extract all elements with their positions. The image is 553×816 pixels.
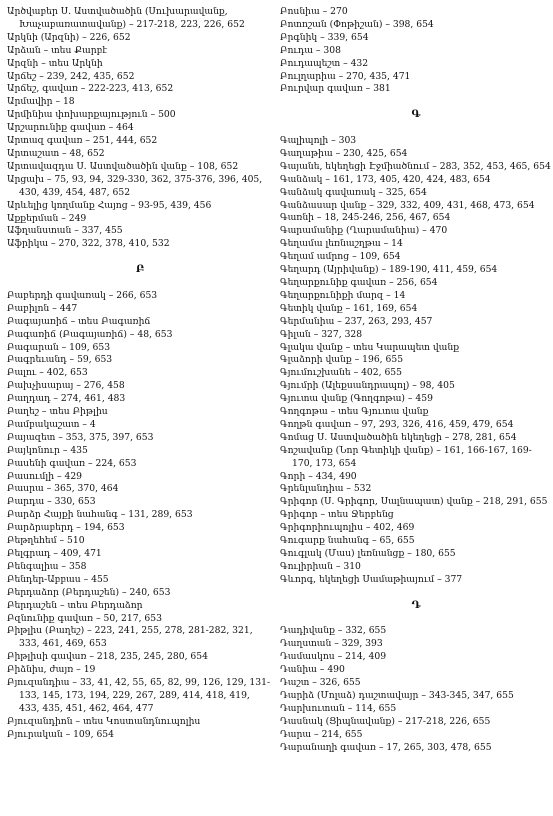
index-entry: Բարդա – 330, 653 (7, 496, 96, 508)
index-entry: Գետիկ վանք – 161, 169, 654 (280, 302, 418, 314)
index-entry: Արտազ գավառ – 251, 444, 652 (7, 135, 158, 147)
index-entry: Բասենի գավառ – 224, 653 (7, 457, 137, 469)
index-entry: Դաշտ – 326, 655 (280, 677, 361, 689)
index-entry: Բենդեր-Աբբաս – 455 (7, 573, 109, 585)
index-entry: Գաղաթիա – 230, 425, 654 (280, 147, 408, 159)
index-entry: Արտաշատ – 48, 652 (7, 147, 105, 159)
index-entry: Բագարան – 109, 653 (7, 341, 111, 353)
index-entry: Գրենլանդիա – 532 (280, 483, 372, 495)
index-entry: Գոմաց Ս. Աստվածածին եկեղեցի – 278, 281, 654 (280, 431, 517, 443)
index-entry: Արմավիր – 18 (7, 96, 75, 108)
index-entry: Գեղամ ամրոց – 109, 654 (280, 251, 401, 263)
index-entry: Դադիվանք – 332, 655 (280, 625, 387, 637)
index-entry: Գուգլակ (Մաս) լեռնանցք – 180, 655 (280, 548, 456, 560)
index-entry: Գայանե, եկեղեցի Էջմիածնում – 283, 352, 453, 465, 654 (280, 160, 551, 172)
index-entry: Գորի – 434, 490 (280, 470, 357, 482)
index-entry: Գլաձորի վանք – 196, 655 (280, 354, 404, 366)
index-entry: Բագրեւանդ – 59, 653 (7, 354, 113, 366)
index-entry: Բուրվար գավառ – 381 (280, 83, 391, 95)
index-entry: Գանձակ գավառակ – 325, 654 (280, 186, 427, 198)
index-entry: Գանձասար վանք – 329, 332, 409, 431, 468, 473, 654 (280, 199, 535, 211)
index-entry: Դաղստան – 329, 393 (280, 638, 383, 650)
index-entry: Դարանաղի գավառ – 17, 265, 303, 478, 655 (280, 741, 492, 753)
index-entry: Գյումուշխանե – 402, 655 (280, 367, 402, 379)
index-entry: Գոշավանք (Նոր Գետիկի վանք) – 161, 166-167, 169-170, 173, 654 (280, 444, 532, 469)
index-entry: Բախչիսարայ – 276, 458 (7, 380, 125, 392)
index-entry: Բաղեշ – տես Բիթլիս (7, 406, 108, 418)
index-entry: Բիթլիս (Բաղեշ) – 223, 241, 255, 278, 281-282, 321, 333, 461, 469, 653 (7, 625, 253, 650)
index-entry: Գեղարքունիք գավառ – 256, 654 (280, 276, 438, 288)
index-entry: Բաղդադ – 274, 461, 483 (7, 393, 126, 405)
index-entry: Բագայառիճ – տես Բագառիճ (7, 315, 151, 327)
index-entry: Դամասկոս – 214, 409 (280, 651, 387, 663)
index-entry: Գյումրի (Ալեքսանդրապոլ) – 98, 405 (280, 380, 455, 392)
index-entry: Բիձնիս, ժայռ – 19 (7, 664, 96, 676)
index-entry: Բյուրական – 109, 654 (7, 728, 115, 740)
index-entry: Գրիգոր (Ս. Գրիգոր, Սալնապատ) վանք – 218, 291, 655 (280, 496, 548, 508)
index-entry: Բագառիճ (Բագայառիճ) – 48, 653 (7, 328, 173, 340)
index-entry: Բոտոշան (Փոթիշան) – 398, 654 (280, 18, 434, 30)
index-entry: Բերդաձոր (Բերդաշեն) – 240, 653 (7, 586, 171, 598)
index-entry: Գևորգ, եկեղեցի Սամաթիայում – 377 (280, 573, 463, 585)
index-entry: Դարխուտան – 114, 655 (280, 702, 397, 714)
section-letter-heading: Դ (411, 599, 421, 611)
index-entry: Գողգոթա – տես Գյուտա վանք (280, 406, 429, 418)
index-entry: Արցախ – 75, 93, 94, 329-330, 362, 375-376, 396, 405, 430, 439, 454, 487, 652 (7, 173, 263, 198)
index-entry: Բայազետ – 353, 375, 397, 653 (7, 431, 154, 443)
index-entry: Աֆրիկա – 270, 322, 378, 410, 532 (7, 238, 170, 250)
index-entry: Աքքերման – 249 (7, 212, 87, 224)
index-entry: Գուլիրիան – 310 (280, 560, 361, 572)
index-entry: Գուգարք նահանգ – 65, 655 (280, 535, 415, 547)
index-entry: Բասումլի – 429 (7, 470, 83, 482)
index-entry: Արմինիա փոխարքայություն – 500 (7, 109, 176, 121)
index-entry: Բրգնիկ – 339, 654 (280, 31, 369, 43)
index-entry: Բոսնիա – 270 (280, 6, 348, 17)
index-entry: Բամբակաշատ – 4 (7, 418, 96, 430)
index-entry: Բերդաշեն – տես Բերդաձոր (7, 599, 143, 611)
index-entry: Գեղամա լեռնաշղթա – 14 (280, 238, 403, 250)
index-entry: Բյուզանդիոն – տես Կոստանդնուպոլիս (7, 715, 201, 727)
index-entry: Գանձակ – 161, 173, 405, 420, 424, 483, 654 (280, 173, 491, 185)
index-entry: Արկնի (Արզնի) – 226, 652 (7, 31, 131, 43)
index-entry: Բելգրադ – 409, 471 (7, 548, 102, 560)
index-entry: Գրիգորիուպոլիս – 402, 469 (280, 522, 415, 534)
index-entry: Բիթլիսի գավառ – 218, 235, 245, 280, 654 (7, 651, 208, 663)
index-entry: Արճեշ – 239, 242, 435, 652 (7, 70, 135, 82)
index-entry: Դարիձ (Մոլաձ) դաշտավայր – 343-345, 347, 655 (280, 689, 514, 701)
index-entry: Բաբերդի գավառակ – 266, 653 (7, 289, 158, 301)
index-entry: Բուլղարիա – 270, 435, 471 (280, 70, 411, 82)
section-letter-heading: Գ (411, 109, 421, 121)
index-entry: Բզնունիք գավառ – 50, 217, 653 (7, 612, 162, 624)
index-entry: Արևելից կողմանք Հայոց – 93-95, 439, 456 (7, 199, 212, 211)
index-entry: Գլակա վանք – տես Կարապետ վանք (280, 341, 460, 353)
section-letter-heading: Բ (135, 264, 145, 276)
index-entry: Արճեշ, գավառ – 222-223, 413, 652 (7, 83, 174, 95)
index-entry: Գեղարքունիքի մարզ – 14 (280, 289, 406, 301)
index-entry: Դասնակ (Ցիպնավանք) – 217-218, 226, 655 (280, 715, 491, 727)
index-entry: Բարձրաբերդ – 194, 653 (7, 522, 125, 534)
index-entry: Արզնի – տես Արկնի (7, 57, 103, 69)
index-entry: Բաբիլոն – 447 (7, 302, 78, 314)
index-entry: Բուդա – 308 (280, 44, 341, 56)
index-entry: Գառնի – 18, 245-246, 256, 467, 654 (280, 212, 451, 224)
index-entry: Արտավազդա Ս. Աստվածածին վանք – 108, 652 (7, 160, 239, 172)
index-entry: Գարամանիք (Ղարամանիա) – 470 (280, 225, 448, 237)
index-entry: Բեթղեհեմ – 510 (7, 535, 85, 547)
index-entry: Բուդապեշտ – 432 (280, 57, 369, 69)
index-entry: Գրիգոր – տես Ջերբենց (280, 509, 394, 521)
index-entry: Բայկոնուր – 435 (7, 444, 88, 456)
index-entry: Բալու – 402, 653 (7, 367, 88, 379)
index-entry: Դարա – 214, 655 (280, 728, 363, 740)
index-column-left (7, 6, 273, 742)
index-entry: Բարձր Հայքի նահանգ – 131, 289, 653 (7, 509, 193, 521)
index-entry: Արծվաբեր Ս. Աստվածածին (Սուխարավանք, Խաչաբառատավանք) – 217-218, 223, 226, 652 (7, 6, 245, 30)
index-entry: Բասրա – 365, 370, 464 (7, 483, 119, 495)
index-column-right (280, 6, 552, 754)
index-entry: Գյուտա վանք (Գողգոթա) – 459 (280, 393, 433, 405)
index-entry: Արշարունիք գավառ – 464 (7, 122, 134, 134)
index-entry: Գողթն գավառ – 97, 293, 326, 416, 459, 479, 654 (280, 418, 514, 430)
index-entry: Արձան – տես Քարբէ (7, 44, 108, 56)
index-entry: Գիլան – 327, 328 (280, 328, 363, 340)
index-entry: Գեղարդ (Այրիվանք) – 189-190, 411, 459, 654 (280, 264, 498, 276)
index-entry: Գերմանիա – 237, 263, 293, 457 (280, 315, 433, 327)
index-entry: Գալիպոլի – 303 (280, 135, 357, 147)
index-entry: Դանիա – 490 (280, 664, 345, 676)
index-entry: Բենգալիա – 358 (7, 560, 87, 572)
index-entry: Աֆղանստան – 337, 455 (7, 225, 123, 237)
index-entry: Բյուզանդիա – 33, 41, 42, 55, 65, 82, 99, 126, 129, 131-133, 145, 173, 194, 229, 267, 289, 414, 418, 419, 433, 435, 451, 462, 464, 477 (7, 677, 271, 714)
